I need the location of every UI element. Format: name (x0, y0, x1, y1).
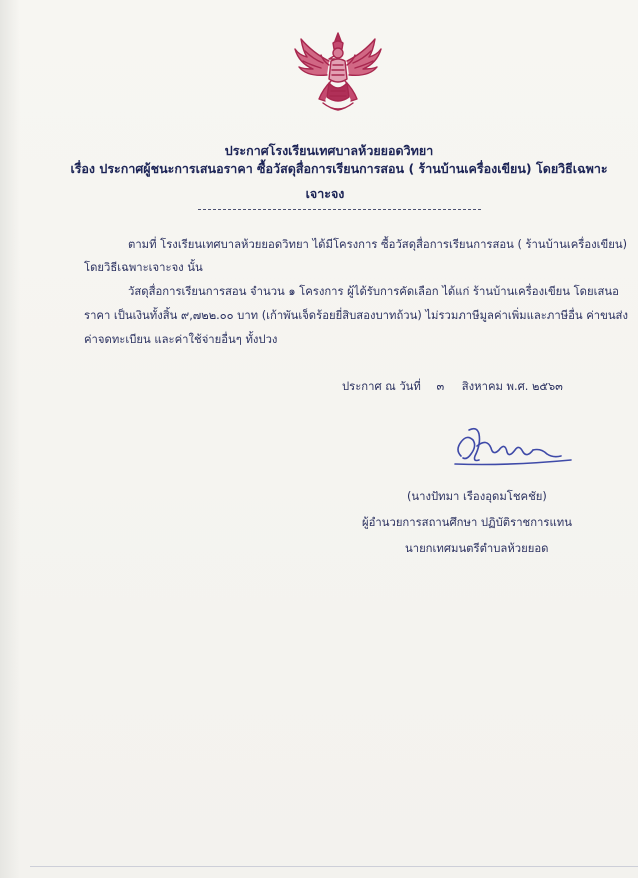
page-shadow-edge (0, 0, 20, 878)
signatory-position-2: นายกเทศมนตรีตำบลห้วยยอด (405, 542, 549, 555)
subject-line-2: เจาะจง (305, 186, 345, 201)
paragraph-2-line-3: ค่าจดทะเบียน และค่าใช้จ่ายอื่นๆ ทั้งปวง (84, 333, 278, 346)
date-line (342, 377, 563, 395)
handwritten-signature (447, 420, 575, 472)
signatory-name: (นางปัทมา เรืองอุดมโชคชัย) (407, 490, 547, 503)
page-bottom-edge (30, 866, 638, 867)
paragraph-2-line-2: ราคา เป็นเงินทั้งสิ้น ๙,๗๒๒.๐๐ บาท (เก้าพันเจ็ดร้อยยี่สิบสองบาทถ้วน) ไม่รวมภาษีมูลค่าเพิ่มและภาษีอื่น ค่าขนส่ง (84, 309, 628, 322)
date-label: ประกาศ ณ วันที่ (342, 380, 421, 393)
paragraph-1-line-1: ตามที่ โรงเรียนเทศบาลห้วยยอดวิทยา ได้มีโครงการ ซื้อวัสดุสื่อการเรียนการสอน ( ร้านบ้านเครื่องเขียน) (128, 238, 627, 251)
signatory-position-1: ผู้อำนวยการสถานศึกษา ปฏิบัติราชการแทน (362, 516, 572, 529)
date-month-year: สิงหาคม พ.ศ. ๒๕๖๓ (461, 380, 563, 393)
announcement-title: ประกาศโรงเรียนเทศบาลห้วยยอดวิทยา (224, 143, 434, 158)
date-day: ๓ (436, 380, 445, 393)
section-divider (198, 209, 481, 210)
subject-line-1: เรื่อง ประกาศผู้ชนะการเสนอราคา ซื้อวัสดุสื่อการเรียนการสอน ( ร้านบ้านเครื่องเขียน) โดยวิธีเฉพาะ (70, 161, 608, 176)
garuda-emblem-icon (293, 31, 383, 117)
paragraph-1-line-2: โดยวิธีเฉพาะเจาะจง นั้น (84, 261, 203, 274)
paragraph-2-line-1: วัสดุสื่อการเรียนการสอน จำนวน ๑ โครงการ ผู้ได้รับการคัดเลือก ได้แก่ ร้านบ้านเครื่องเขียน โดยเสนอ (128, 285, 619, 298)
